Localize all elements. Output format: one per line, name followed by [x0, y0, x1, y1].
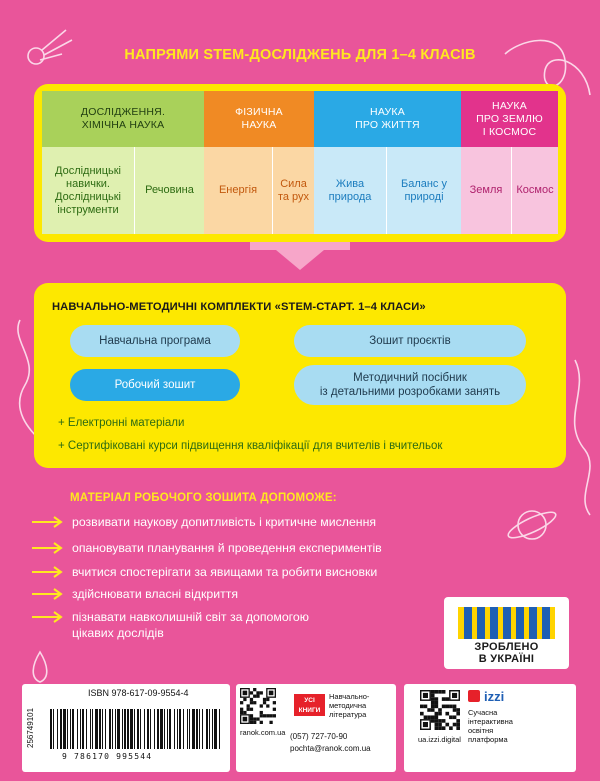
kit-extra-electronic: + Електронні матеріали — [58, 417, 185, 429]
kit-workbook: Робочий зошит — [70, 369, 240, 401]
kit-methodical-guide — [294, 365, 526, 405]
izzi-site: ua.izzi.digital — [418, 735, 461, 744]
arrow-icon — [32, 566, 66, 578]
isbn-label: ISBN 978-617-09-9554-4 — [88, 688, 189, 698]
made-in-ukraine-badge — [444, 597, 569, 669]
kit-extra-courses: + Сертифіковані курси підвищення кваліфікації для вчителів і вчительок — [58, 440, 443, 452]
subtopic-earth: Земля — [461, 147, 511, 234]
izzi-caption — [468, 708, 513, 744]
play-icon — [468, 690, 480, 702]
arrow-icon — [32, 516, 66, 528]
help-item-text: пізнавати навколишній світ за допомогою цікавих дослідів — [72, 610, 309, 640]
header-physics — [204, 91, 314, 147]
barcode — [44, 709, 226, 749]
subtopic-living-nature: Жива природа — [314, 147, 386, 234]
made-in-ukraine-text — [444, 641, 569, 665]
usi-caption-text: Навчально- методична література — [329, 692, 370, 719]
usi-knyhy-logo — [294, 694, 325, 724]
publisher-email: pochta@ranok.com.ua — [290, 744, 371, 753]
squiggle-right — [575, 360, 590, 515]
publisher-phone: (057) 727-70-90 — [290, 732, 348, 741]
header-earth-space — [461, 91, 558, 147]
header-text: ФІЗИЧНА НАУКА — [235, 106, 283, 131]
usi-caption — [329, 692, 369, 719]
isbn-vertical-digits: 256749101 — [26, 707, 35, 748]
arrow-icon — [32, 588, 66, 600]
kit-methodical-guide-text: Методичний посібник із детальними розробками занять — [319, 372, 501, 398]
kits-title: НАВЧАЛЬНО-МЕТОДИЧНІ КОМПЛЕКТИ «STEM-СТАРТ. 1–4 КЛАСИ» — [52, 301, 426, 313]
ukraine-flag-icon — [458, 607, 555, 639]
subtopic-balance-nature: Баланс у природі — [386, 147, 461, 234]
help-item — [72, 609, 309, 641]
subtopic-research-skills: Дослідницькі навички. Дослідницькі інструменти — [42, 147, 134, 234]
subtopic-force-motion: Сила та рух — [272, 147, 314, 234]
drop-icon — [33, 652, 47, 682]
usi-logo-text: УСІ КНИГИ ТУТ! — [298, 697, 321, 724]
izzi-caption-text: Сучасна інтерактивна освітня платформа — [468, 708, 513, 744]
badge-text: ЗРОБЛЕНО В УКРАЇНІ — [474, 641, 539, 665]
kits-panel — [34, 283, 566, 468]
header-text: ДОСЛІДЖЕННЯ. ХІМІЧНА НАУКА — [80, 106, 166, 131]
help-item: здійснювати власні відкриття — [72, 587, 238, 601]
planet-icon — [505, 508, 558, 543]
kit-curriculum: Навчальна програма — [70, 325, 240, 357]
page-title: НАПРЯМИ STEM-ДОСЛІДЖЕНЬ ДЛЯ 1–4 КЛАСІВ — [124, 47, 476, 63]
header-text: НАУКА ПРО ЗЕМЛЮ І КОСМОС — [476, 99, 543, 138]
publisher-site: ranok.com.ua — [240, 728, 286, 737]
arrow-icon — [32, 611, 66, 623]
subtopic-space: Космос — [511, 147, 558, 234]
subtopic-energy: Енергія — [204, 147, 272, 234]
help-item: розвивати наукову допитливість і критичне мислення — [72, 515, 377, 529]
arrow-icon — [32, 542, 66, 554]
header-research-chemistry — [42, 91, 204, 147]
help-title: МАТЕРІАЛ РОБОЧОГО ЗОШИТА ДОПОМОЖЕ: — [70, 492, 337, 504]
header-life-science — [314, 91, 461, 147]
subtopic-substance: Речовина — [134, 147, 204, 234]
help-item: вчитися спостерігати за явищами та робити висновки — [72, 565, 378, 579]
izzi-logo: izzi — [484, 689, 505, 704]
publisher-qr-code — [240, 688, 276, 724]
directions-table — [34, 84, 566, 242]
izzi-qr-code — [420, 690, 460, 730]
barcode-digits: 9 786170 995544 — [62, 752, 153, 761]
help-item: опановувати планування й проведення експериментів — [72, 541, 382, 555]
header-text: НАУКА ПРО ЖИТТЯ — [355, 106, 420, 131]
flow-arrow-base — [250, 242, 350, 250]
kit-project-notebook: Зошит проєктів — [294, 325, 526, 357]
